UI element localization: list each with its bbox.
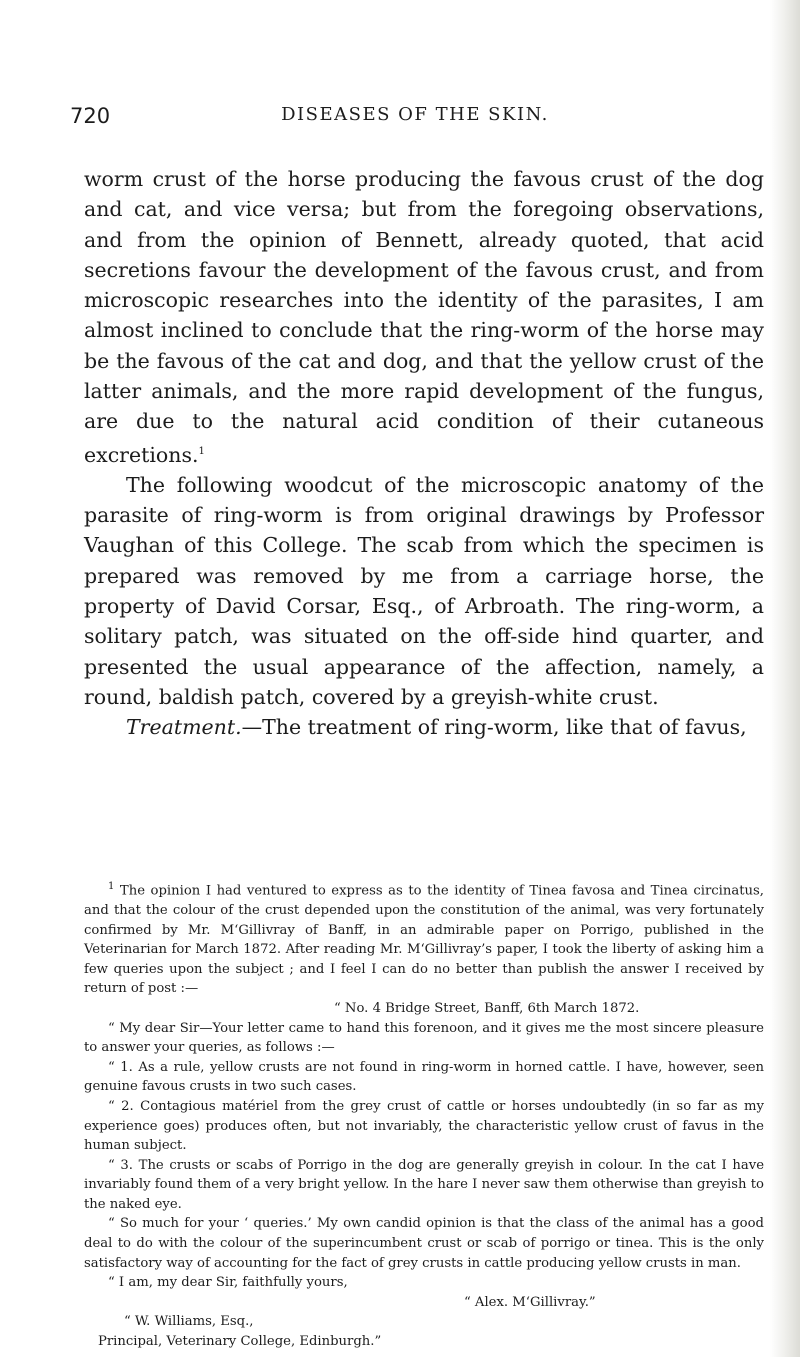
main-text <box>84 164 764 742</box>
page-number: 720 <box>70 104 111 128</box>
letter-item-2: “ 2. Contagious matériel from the grey crust of cattle or horses undoubtedly (in so far as my experience goes) produces often, but not invariably, the characteristic yellow crust of favus in the human subject. <box>84 1098 764 1154</box>
letter-valediction: “ I am, my dear Sir, faithfully yours, <box>108 1275 348 1291</box>
letter-closing: “ So much for your ‘ queries.’ My own candid opinion is that the class of the animal has a good deal to do with the colour of the superincumbent crust or scab of porrigo or tinea. This is the only satisfactory way of accounting for the fact of grey crusts in cattle producing yellow crusts in man. <box>84 1216 764 1271</box>
treatment-heading: Treatment. <box>126 715 242 740</box>
paragraph-3-text: —The treatment of ring-worm, like that of favus, <box>241 715 747 740</box>
footnote-mark: 1 <box>108 881 115 892</box>
footnote-intro <box>84 877 764 999</box>
letter-addressee-title: Principal, Veterinary College, Edinburgh.” <box>98 1334 382 1350</box>
letter-item-1: “ 1. As a rule, yellow crusts are not found in ring-worm in horned cattle. I have, however, seen genuine favous crusts in two such cases. <box>84 1059 764 1095</box>
running-title: DISEASES OF THE SKIN. <box>281 104 549 125</box>
page-header <box>70 104 760 136</box>
footnote <box>84 877 764 1352</box>
letter-signature: “ Alex. M‘Gillivray.” <box>464 1294 596 1310</box>
letter-address: “ No. 4 Bridge Street, Banff, 6th March 1872. <box>334 1000 640 1016</box>
letter-salutation: “ My dear Sir—Your letter came to hand this forenoon, and it gives me the most sincere pleasure to answer your queries, as follows :— <box>84 1020 764 1056</box>
paragraph-2: The following woodcut of the microscopic anatomy of the parasite of ring-worm is from original drawings by Professor Vaughan of this College. The scab from which the specimen is prepared was removed by me from a carriage horse, the property of David Corsar, Esq., of Arbroath. The ring-worm, a solitary patch, was situated on the off-side hind quarter, and presented the usual appearance of the affection, namely, a round, baldish patch, covered by a greyish-white crust. <box>84 472 764 709</box>
page-edge-shadow <box>770 0 800 1357</box>
letter-addressee-name: “ W. Williams, Esq., <box>124 1314 254 1330</box>
paragraph-1-text: worm crust of the horse producing the favous crust of the dog and cat, and vice versa; but from the foregoing observations, and from the opinion of Bennett, already quoted, that acid secretions favour the development of the favous crust, and from microscopic researches into the identity of the parasites, I am almost inclined to conclude that the ring-worm of the horse may be the favous of the cat and dog, and that the yellow crust of the latter animals, and the more rapid development of the fungus, are due to the natural acid condition of their cutaneous excretions. <box>84 167 764 467</box>
footnote-intro-text: The opinion I had ventured to express as to the identity of Tinea favosa and Tinea circinatus, and that the colour of the crust depended upon the constitution of the animal, was very fortunately confirmed by Mr. M‘Gillivray of Banff, in an admirable paper on Porrigo, published in the Veterinarian for March 1872. After reading Mr. M‘Gillivray’s paper, I took the liberty of asking him a few queries upon the subject ; and I feel I can do no better than publish the answer I received by return of post :— <box>84 883 764 997</box>
letter-item-3: “ 3. The crusts or scabs of Porrigo in the dog are generally greyish in colour. In the cat I have invariably found them of a very bright yellow. In the hare I never saw them otherwise than greyish to the naked eye. <box>84 1157 764 1212</box>
footnote-ref: 1 <box>198 445 205 457</box>
paragraph-3 <box>84 712 764 742</box>
paragraph-1 <box>84 164 764 470</box>
